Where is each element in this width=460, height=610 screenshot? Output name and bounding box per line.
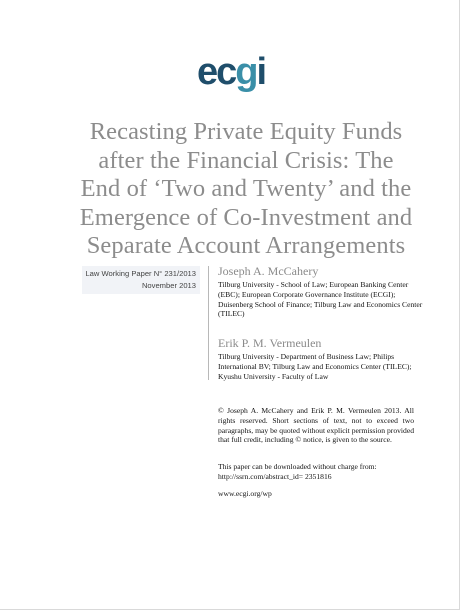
title-line-1: Recasting Private Equity Funds [89, 118, 403, 145]
vertical-divider [208, 266, 209, 380]
download-notice [218, 462, 414, 482]
website-link[interactable]: www.ecgi.org/wp [218, 489, 272, 498]
author-affiliation: Tilburg University - Department of Business Law; Philips International BV; Tilburg Law and Economics Center (TILEC); Kyushu University - Faculty of Law [218, 352, 412, 381]
title-line-2: after the Financial Crisis: The [98, 146, 394, 174]
svg-text:ecgi: ecgi [196, 52, 266, 93]
download-text: This paper can be downloaded without charge from: [218, 462, 377, 471]
title-line-4: Emergence of Co-Investment and [79, 203, 413, 231]
title-line-3: End of ‘Two and Twenty’ and the [80, 175, 412, 202]
paper-title [46, 118, 446, 261]
copyright-notice: © Joseph A. McCahery and Erik P. M. Vermeulen 2013. All rights reserved. Short sections of text, not to exceed two paragraphs, may be quoted without explicit permission provided that full credit, including © notice, is given to the source. [218, 406, 414, 445]
author-block-2 [218, 336, 428, 381]
author-name: Joseph A. McCahery [218, 264, 319, 278]
author-name: Erik P. M. Vermeulen [218, 336, 322, 350]
working-paper-number: Law Working Paper N° 231/2013 [85, 269, 196, 278]
series-info-box [82, 266, 200, 294]
publication-date: November 2013 [141, 281, 196, 290]
title-line-5: Separate Account Arrangements [86, 232, 406, 259]
author-affiliation: Tilburg University - School of Law; European Banking Center (EBC); European Corporate Governance Institute (ECGI); Duisenberg School of Finance; Tilburg Law and Economics Center (TILEC) [218, 280, 423, 319]
ecgi-logo [186, 52, 276, 94]
author-block-1 [218, 264, 428, 319]
ssrn-link[interactable]: http://ssrn.com/abstract_id= 2351816 [218, 471, 332, 481]
